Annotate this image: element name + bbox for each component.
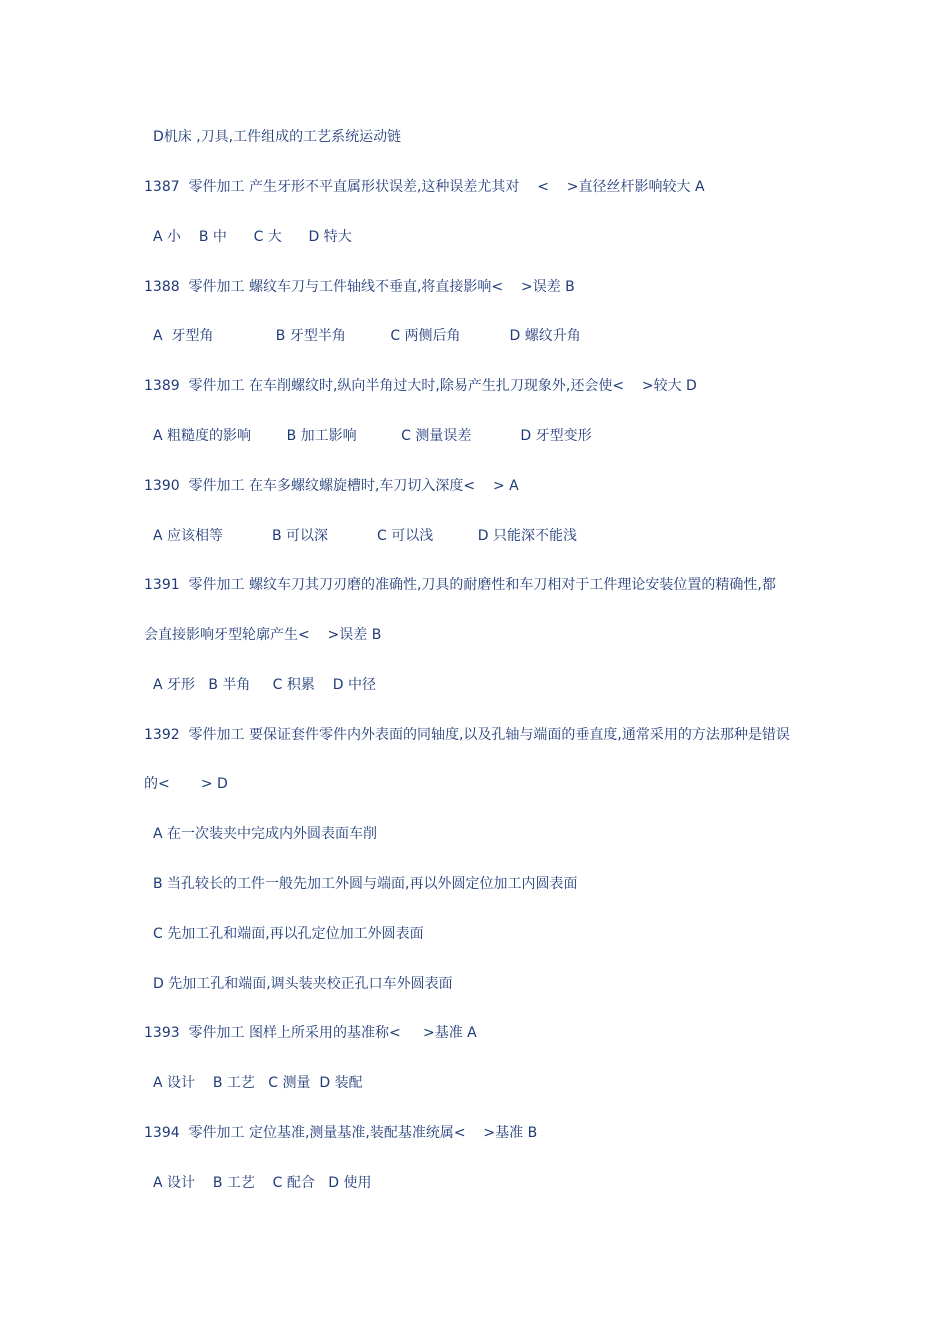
option-line: D机床 ,刀具,工件组成的工艺系统运动链 <box>153 129 402 145</box>
question-1392-continued: 的< > D <box>144 776 228 792</box>
question-1392: 1392 零件加工 要保证套件零件内外表面的同轴度,以及孔轴与端面的垂直度,通常采用的方法那种是错误 <box>144 727 790 743</box>
options-1387: A 小 B 中 C 大 D 特大 <box>153 229 352 245</box>
option-1392-d: D 先加工孔和端面,调头装夹校正孔口车外圆表面 <box>153 976 453 992</box>
question-1394: 1394 零件加工 定位基准,测量基准,装配基准统属< >基准 B <box>144 1125 538 1141</box>
question-1387: 1387 零件加工 产生牙形不平直属形状误差,这种误差尤其对 < >直径丝杆影响较大 A <box>144 179 705 195</box>
question-1391-continued: 会直接影响牙型轮廓产生< >误差 B <box>144 627 382 643</box>
question-1393: 1393 零件加工 图样上所采用的基准称< >基准 A <box>144 1025 477 1041</box>
question-1389: 1389 零件加工 在车削螺纹时,纵向半角过大时,除易产生扎刀现象外,还会使< >较大 D <box>144 378 697 394</box>
options-1389: A 粗糙度的影响 B 加工影响 C 测量误差 D 牙型变形 <box>153 428 592 444</box>
options-1391: A 牙形 B 半角 C 积累 D 中径 <box>153 677 376 693</box>
options-1388: A 牙型角 B 牙型半角 C 两侧后角 D 螺纹升角 <box>153 328 581 344</box>
question-1390: 1390 零件加工 在车多螺纹螺旋槽时,车刀切入深度< > A <box>144 478 519 494</box>
question-1388: 1388 零件加工 螺纹车刀与工件轴线不垂直,将直接影响< >误差 B <box>144 279 575 295</box>
option-1392-a: A 在一次装夹中完成内外圆表面车削 <box>153 826 378 842</box>
options-1390: A 应该相等 B 可以深 C 可以浅 D 只能深不能浅 <box>153 528 577 544</box>
question-1391: 1391 零件加工 螺纹车刀其刀刃磨的准确性,刀具的耐磨性和车刀相对于工件理论安装位置的精确性,都 <box>144 577 776 593</box>
options-1393: A 设计 B 工艺 C 测量 D 装配 <box>153 1075 363 1091</box>
options-1394: A 设计 B 工艺 C 配合 D 使用 <box>153 1175 372 1191</box>
option-1392-c: C 先加工孔和端面,再以孔定位加工外圆表面 <box>153 926 424 942</box>
option-1392-b: B 当孔较长的工件一般先加工外圆与端面,再以外圆定位加工内圆表面 <box>153 876 578 892</box>
